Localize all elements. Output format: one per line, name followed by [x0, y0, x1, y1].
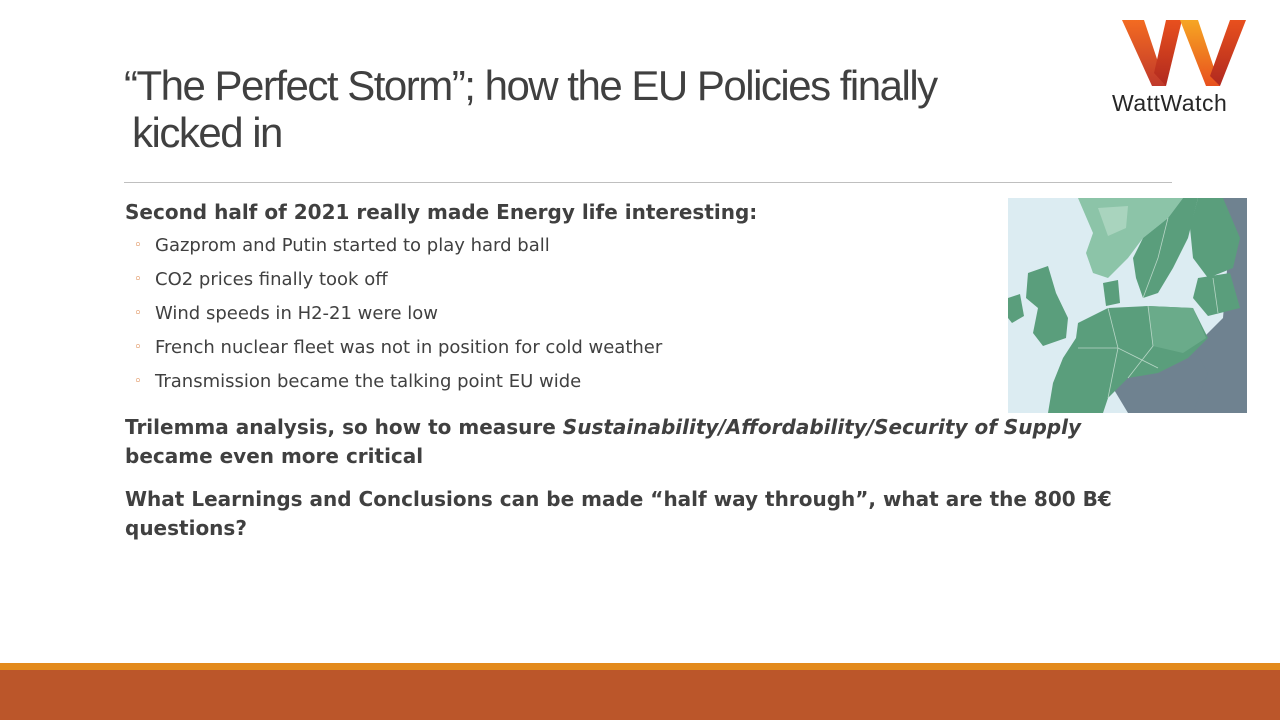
list-item: ◦ CO2 prices finally took off: [125, 263, 1185, 297]
w-logo-icon: [1122, 18, 1254, 88]
title-divider: [124, 182, 1172, 183]
heading-second-half-2021: Second half of 2021 really made Energy life interesting:: [125, 200, 758, 224]
slide-title-line-1: “The Perfect Storm”; how the EU Policies finally: [124, 62, 937, 109]
slide-title-line-2: kicked in: [132, 109, 282, 156]
list-item: ◦ Wind speeds in H2-21 were low: [125, 297, 1185, 331]
trilemma-emphasis: Sustainability/Affordability/Security of Supply: [562, 415, 1082, 439]
logo-text: WattWatch: [1112, 90, 1228, 116]
footer-accent-bar: [0, 663, 1280, 670]
list-item: ◦ French nuclear fleet was not in position for cold weather: [125, 331, 1185, 365]
europe-map-icon: [1008, 198, 1247, 413]
europe-map-image: [1008, 198, 1247, 413]
list-item: ◦ Transmission became the talking point EU wide: [125, 365, 1185, 399]
bullet-icon: ◦: [134, 272, 142, 287]
slide-title: [124, 62, 1024, 156]
list-item: ◦ Gazprom and Putin started to play hard ball: [125, 229, 1185, 263]
bullet-icon: ◦: [134, 238, 142, 253]
bullet-icon: ◦: [134, 340, 142, 355]
bullet-icon: ◦: [134, 374, 142, 389]
heading-learnings: What Learnings and Conclusions can be made “half way through”, what are the 800 B€ questions?: [125, 487, 1112, 540]
heading-trilemma: Trilemma analysis, so how to measure Sustainability/Affordability/Security of Supply became even more critical: [125, 415, 1082, 468]
bullet-icon: ◦: [134, 306, 142, 321]
footer-band: [0, 670, 1280, 720]
wattwatch-logo: [1112, 18, 1262, 122]
